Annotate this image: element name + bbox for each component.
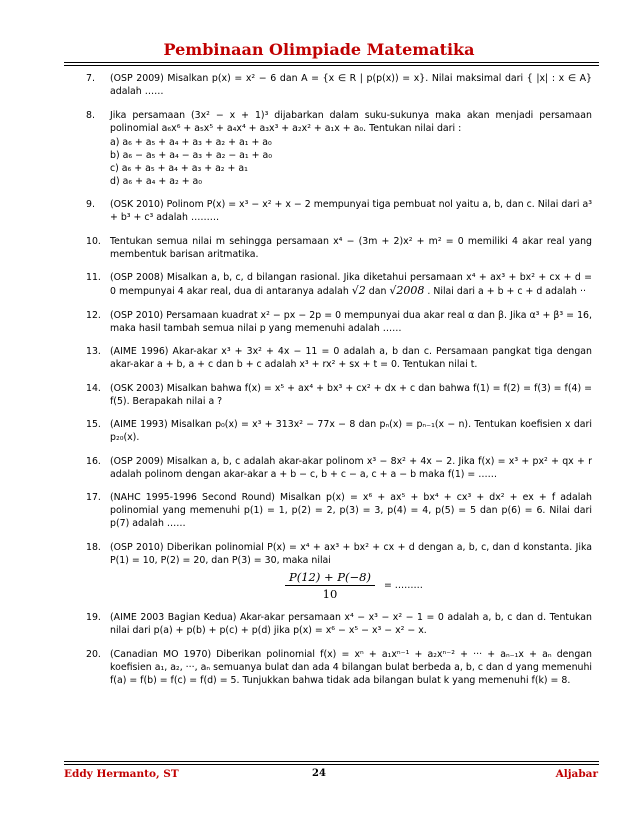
problem-10 xyxy=(86,235,592,261)
fraction-answer-blank: = ……… xyxy=(383,580,423,591)
problem-text-tail: . Nilai dari a + b + c + d adalah ·· xyxy=(427,286,586,297)
problem-12 xyxy=(86,309,592,335)
fraction xyxy=(285,571,375,601)
problem-17 xyxy=(86,491,592,530)
fraction-formula xyxy=(110,571,592,601)
problem-number: 20. xyxy=(86,648,101,660)
problem-text: (NAHC 1995-1996 Second Round) Misalkan p(x) = x⁶ + ax⁵ + bx⁴ + cx³ + dx² + ex + f adalah polinomial yang memenuhi p(1) = 1, p(2) = 2, p(3) = 3, p(4) = 4, p(5) = 5 dan p(6) = 6. Nilai dari p(7) adalah …… xyxy=(110,492,592,529)
problem-11 xyxy=(86,271,592,298)
problem-text: (OSP 2009) Misalkan a, b, c adalah akar-akar polinom x³ − 8x² + 4x − 2. Jika f(x) = x³ + px² + qx + r adalah polinom dengan akar-akar a + b − c, b + c − a, c + a − b maka f(1) = …… xyxy=(110,455,592,480)
problem-number: 16. xyxy=(86,455,101,467)
problem-number: 15. xyxy=(86,419,101,430)
fraction-numerator: P(12) + P(−8) xyxy=(285,571,375,586)
footer-author: Eddy Hermanto, ST xyxy=(64,768,179,780)
problem-text: (Canadian MO 1970) Diberikan polinomial f(x) = xⁿ + a₁xⁿ⁻¹ + a₂xⁿ⁻² + ··· + aₙ₋₁x + aₙ dengan koefisien a₁, a₂, ···, aₙ semuanya bulat dan ada 4 bilangan bulat berbeda a, b, c dan d yang memenuhi f(a) = f(b) = f(c) = f(d) = 5. Tunjukkan bahwa tidak ada bilangan bulat k yang memenuhi f(k) = 8. xyxy=(110,648,592,686)
problem-7 xyxy=(86,72,592,98)
problem-number: 11. xyxy=(86,272,101,283)
problem-number: 14. xyxy=(86,382,101,394)
problem-number: 9. xyxy=(86,199,95,210)
problem-number: 12. xyxy=(86,309,101,321)
problem-text: Jika persamaan (3x² − x + 1)³ dijabarkan dalam suku-sukunya maka akan menjadi persamaan polinomial a₆x⁶ + a₅x⁵ + a₄x⁴ + a₃x³ + a₂x² + a₁x + a₀. Tentukan nilai dari : xyxy=(110,109,592,134)
problem-text-and: dan xyxy=(368,286,387,297)
problem-number: 8. xyxy=(86,109,95,121)
problem-number: 7. xyxy=(86,73,95,84)
page-header-title: Pembinaan Olimpiade Matematika xyxy=(163,40,475,59)
sub-question-list xyxy=(110,136,592,188)
problem-15 xyxy=(86,418,592,444)
sub-question-d: d) a₆ + a₄ + a₂ + a₀ xyxy=(110,175,203,187)
problem-number: 19. xyxy=(86,612,101,623)
problem-8 xyxy=(86,109,592,188)
problem-text: (OSK 2010) Polinom P(x) = x³ − x² + x − 2 mempunyai tiga pembuat nol yaitu a, b, dan c. Nilai dari a³ + b³ + c³ adalah ……… xyxy=(110,199,592,223)
problem-20 xyxy=(86,648,592,687)
sub-question-c: c) a₆ + a₅ + a₄ + a₃ + a₂ + a₁ xyxy=(110,162,248,174)
problem-number: 18. xyxy=(86,541,101,553)
problem-14 xyxy=(86,382,592,408)
sqrt-2-formula: √2 xyxy=(351,284,366,297)
problem-19 xyxy=(86,611,592,637)
problem-text: (AIME 1996) Akar-akar x³ + 3x² + 4x − 11 = 0 adalah a, b dan c. Persamaan pangkat tiga dengan akar-akar a + b, a + c dan b + c adalah x³ + rx² + sx + t = 0. Tentukan nilai t. xyxy=(110,346,592,370)
problem-13 xyxy=(86,345,592,371)
problem-16 xyxy=(86,455,592,481)
sub-question-b: b) a₆ − a₅ + a₄ − a₃ + a₂ − a₁ + a₀ xyxy=(110,149,273,161)
problem-number: 13. xyxy=(86,346,101,357)
problem-18 xyxy=(86,541,592,601)
problem-text: (OSK 2003) Misalkan bahwa f(x) = x⁵ + ax⁴ + bx³ + cx² + dx + c dan bahwa f(1) = f(2) = f(3) = f(4) = f(5). Berapakah nilai a ? xyxy=(110,382,592,407)
sub-question-a: a) a₆ + a₅ + a₄ + a₃ + a₂ + a₁ + a₀ xyxy=(110,136,272,148)
problem-text: (AIME 2003 Bagian Kedua) Akar-akar persamaan x⁴ − x³ − x² − 1 = 0 adalah a, b, c dan d. Tentukan nilai dari p(a) + p(b) + p(c) + p(d) jika p(x) = x⁶ − x⁵ − x³ − x² − x. xyxy=(110,612,592,636)
header-rule xyxy=(64,62,599,66)
problem-text: (OSP 2009) Misalkan p(x) = x² − 6 dan A = {x ∈ R | p(p(x)) = x}. Nilai maksimal dari { |x| : x ∈ A} adalah …… xyxy=(110,73,592,97)
problem-text: (OSP 2010) Persamaan kuadrat x² − px − 2p = 0 mempunyai dua akar real α dan β. Jika α³ + β³ = 16, maka hasil tambah semua nilai p yang memenuhi adalah …… xyxy=(110,309,592,334)
problem-list xyxy=(86,72,592,697)
page-number: 24 xyxy=(312,768,326,779)
problem-number: 10. xyxy=(86,235,101,247)
footer-subject: Aljabar xyxy=(555,768,598,780)
sqrt-2008-formula: √2008 xyxy=(389,284,425,297)
footer-rule xyxy=(64,761,599,765)
problem-text: Tentukan semua nilai m sehingga persamaan x⁴ − (3m + 2)x² + m² = 0 memiliki 4 akar real yang membentuk barisan aritmatika. xyxy=(110,235,592,260)
problem-text: (OSP 2008) Misalkan a, b, c, d bilangan rasional. Jika diketahui persamaan x⁴ + ax³ + bx² + cx + d = 0 mempunyai 4 akar real, dua di antaranya adalah xyxy=(110,272,592,297)
problem-text: (AIME 1993) Misalkan p₀(x) = x³ + 313x² − 77x − 8 dan pₙ(x) = pₙ₋₁(x − n). Tentukan koefisien x dari p₂₀(x). xyxy=(110,419,592,443)
problem-text: (OSP 2010) Diberikan polinomial P(x) = x⁴ + ax³ + bx² + cx + d dengan a, b, c, dan d konstanta. Jika P(1) = 10, P(2) = 20, dan P(3) = 30, maka nilai xyxy=(110,541,592,566)
problem-number: 17. xyxy=(86,492,101,503)
problem-9 xyxy=(86,198,592,224)
fraction-denominator: 10 xyxy=(322,586,338,601)
